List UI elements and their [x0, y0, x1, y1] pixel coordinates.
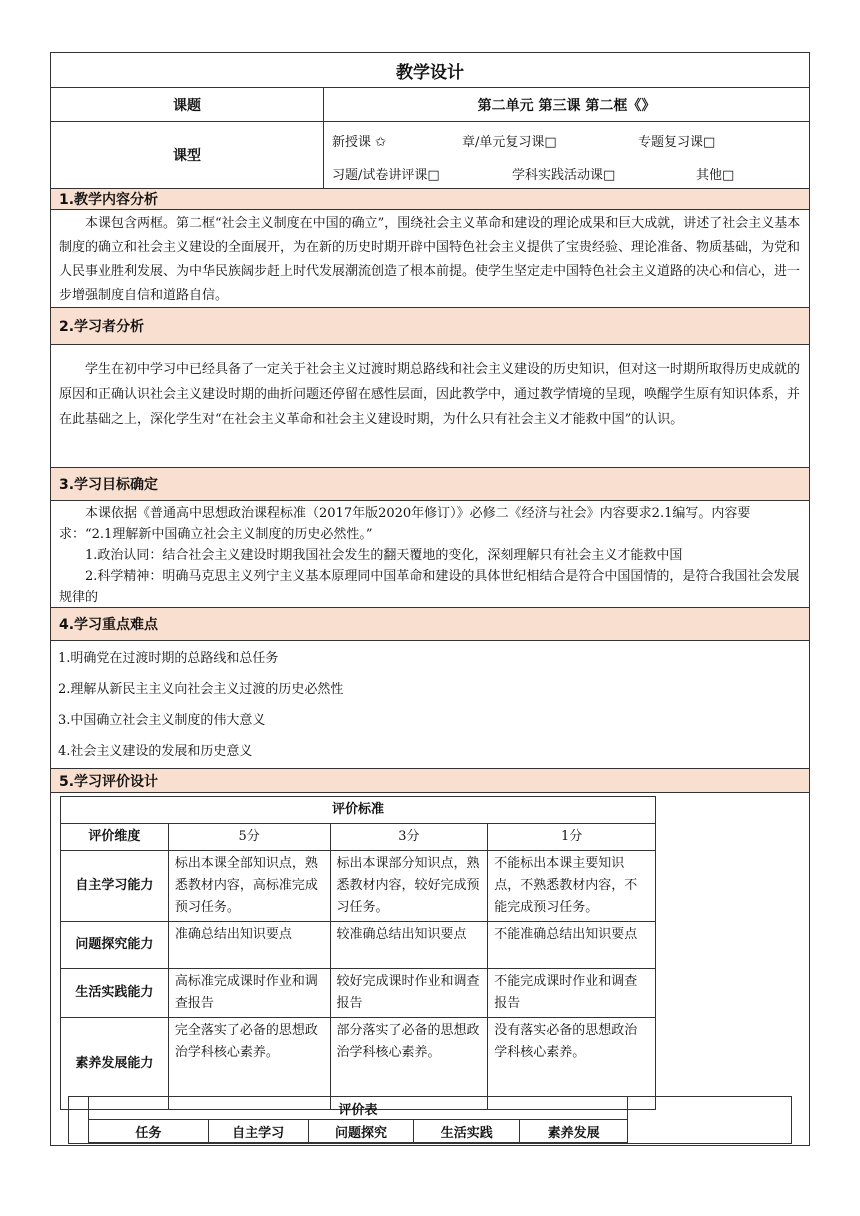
- topic-label: 课题: [50, 87, 324, 122]
- section-4-heading: 4.学习重点难点: [50, 607, 810, 641]
- lesson-type-option-practice[interactable]: 学科实践活动课□: [512, 168, 616, 183]
- row-score-5: 高标准完成课时作业和调查报告: [168, 969, 330, 1018]
- section-3-text-3: 2.科学精神：明确马克思主义列宁主义基本原理同中国革命和建设的具体世纪相结合是符合中国国情的，是符合我国社会发展规律的: [59, 569, 800, 605]
- lesson-type-option-exercise[interactable]: 习题/试卷讲评课□: [332, 168, 440, 183]
- score-table: [88, 1096, 628, 1143]
- criteria-title: 评价标准: [61, 797, 656, 824]
- row-score-3: 较好完成课时作业和调查报告: [330, 969, 488, 1018]
- row-score-3: 部分落实了必备的思想政治学科核心素养。: [330, 1018, 488, 1110]
- section-2-heading: 2.学习者分析: [50, 307, 810, 345]
- score-column-inquiry: 问题探究: [308, 1120, 414, 1143]
- section-1-heading: 1.教学内容分析: [50, 188, 810, 210]
- column-header-1: 1分: [488, 824, 656, 851]
- column-header-dimension: 评价维度: [61, 824, 169, 851]
- row-score-1: 不能准确总结出知识要点: [488, 922, 656, 969]
- column-header-5: 5分: [168, 824, 330, 851]
- table-row: [61, 922, 656, 969]
- table-row: [61, 851, 656, 922]
- row-dimension: 素养发展能力: [61, 1018, 169, 1110]
- lesson-type-option-unit-review[interactable]: 章/单元复习课□: [462, 135, 557, 150]
- score-column-self-study: 自主学习: [208, 1120, 308, 1143]
- table-row: [61, 969, 656, 1018]
- topic-value: 第二单元 第三课 第二框《》: [323, 87, 810, 122]
- row-score-3: 较准确总结出知识要点: [330, 922, 488, 969]
- section-4-item-3: 3.中国确立社会主义制度的伟大意义: [58, 713, 266, 728]
- row-dimension: 生活实践能力: [61, 969, 169, 1018]
- row-score-1: 没有落实必备的思想政治学科核心素养。: [488, 1018, 656, 1110]
- lesson-type-option-topic-review[interactable]: 专题复习课□: [638, 135, 716, 150]
- document-title: 教学设计: [50, 52, 810, 88]
- row-score-1: 不能完成课时作业和调查报告: [488, 969, 656, 1018]
- score-table-title: 评价表: [89, 1097, 628, 1120]
- row-score-5: 准确总结出知识要点: [168, 922, 330, 969]
- section-3-text-2: 1.政治认同：结合社会主义建设时期我国社会发生的翻天覆地的变化，深刻理解只有社会主义才能救中国: [85, 548, 683, 563]
- section-2-text: 学生在初中学习中已经具备了一定关于社会主义过渡时期总路线和社会主义建设的历史知识，但对这一时期所取得历史成就的原因和正确认识社会主义建设时期的曲折问题还停留在感性层面，因此教学中，通过教学情境的呈现，唤醒学生原有知识体系，并在此基础之上，深化学生对“在社会主义革命和社会主义建设时期，为什么只有社会主义才能救中国”的认识。: [59, 362, 801, 427]
- row-score-1: 不能标出本课主要知识点，不熟悉教材内容，不能完成预习任务。: [488, 851, 656, 922]
- row-dimension: 问题探究能力: [61, 922, 169, 969]
- score-column-practice: 生活实践: [414, 1120, 520, 1143]
- lesson-type-label: 课型: [50, 121, 324, 189]
- row-dimension: 自主学习能力: [61, 851, 169, 922]
- row-score-3: 标出本课部分知识点，熟悉教材内容，较好完成预习任务。: [330, 851, 488, 922]
- section-4-item-4: 4.社会主义建设的发展和历史意义: [58, 744, 253, 759]
- section-3-text-1: 本课依据《普通高中思想政治课程标准（2017年版2020年修订）》必修二《经济与社会》内容要求2.1编写。内容要求：“2.1理解新中国确立社会主义制度的历史必然性。”: [59, 506, 751, 542]
- section-5-heading: 5.学习评价设计: [50, 768, 810, 793]
- column-header-3: 3分: [330, 824, 488, 851]
- evaluation-criteria-table: [60, 796, 656, 1110]
- lesson-type-option-new[interactable]: 新授课 ✩: [332, 135, 387, 150]
- section-3-body: [50, 500, 810, 608]
- section-4-item-1: 1.明确党在过渡时期的总路线和总任务: [58, 651, 279, 666]
- score-column-task: 任务: [89, 1120, 209, 1143]
- section-4-item-2: 2.理解从新民主主义向社会主义过渡的历史必然性: [58, 682, 344, 697]
- row-score-5: 标出本课全部知识点，熟悉教材内容，高标准完成预习任务。: [168, 851, 330, 922]
- section-1-body: [50, 209, 810, 308]
- row-score-5: 完全落实了必备的思想政治学科核心素养。: [168, 1018, 330, 1110]
- score-column-literacy: 素养发展: [520, 1120, 628, 1143]
- section-2-body: [50, 344, 810, 468]
- lesson-type-option-other[interactable]: 其他□: [696, 168, 735, 183]
- section-3-heading: 3.学习目标确定: [50, 467, 810, 501]
- section-1-text: 本课包含两框。第二框“社会主义制度在中国的确立”，围绕社会主义革命和建设的理论成果和巨大成就，讲述了社会主义基本制度的确立和社会主义建设的全面展开，为在新的历史时期开辟中国特色社会主义提供了宝贵经验、理论准备、物质基础，为党和人民事业胜利发展、为中华民族阔步赶上时代发展潮流创造了根本前提。使学生坚定走中国特色社会主义道路的决心和信心，进一步增强制度自信和道路自信。: [59, 216, 801, 303]
